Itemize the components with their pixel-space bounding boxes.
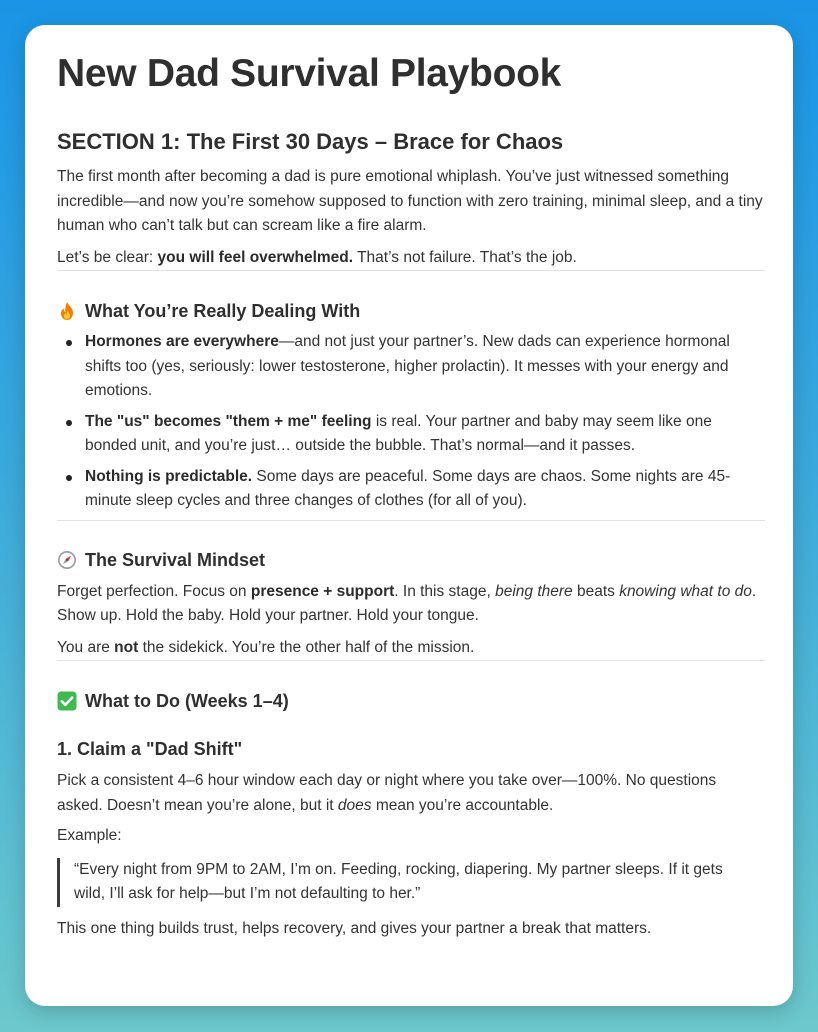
compass-icon (57, 550, 77, 570)
todo-heading: What to Do (Weeks 1–4) (85, 691, 289, 711)
todo-heading-row (57, 689, 765, 713)
text-segment: . Show up. Hold the baby. Hold your partner. Hold your tongue. (57, 582, 757, 624)
overwhelmed-emphasis: you will feel overwhelmed. (157, 248, 354, 266)
clarity-trailing-text: That’s not failure. That’s the job. (353, 248, 577, 266)
not-emphasis: not (114, 638, 139, 656)
mindset-heading-row (57, 548, 765, 572)
mindset-heading: The Survival Mindset (85, 549, 266, 570)
section-1-intro-paragraph: The first month after becoming a dad is pure emotional whiplash. You’ve just witnessed something incredible—and now you’re somehow supposed to function with zero training, minimal sleep, and a tiny human who can’t talk but can scream like a fire alarm. (57, 168, 763, 234)
does-emphasis: does (337, 796, 372, 814)
text-segment: . In this stage, (394, 582, 496, 600)
dealing-heading: What You’re Really Dealing With (85, 301, 361, 321)
list-item-text: Some days are peaceful. Some days are chaos. Some nights are 45-minute sleep cycles and three changes of clothes (for all of you). (85, 467, 731, 509)
fire-icon (57, 301, 77, 321)
text-segment: beats (572, 582, 620, 600)
closing-paragraph: This one thing builds trust, helps recovery, and gives your partner a break that matters. (57, 919, 652, 937)
list-item (85, 465, 765, 514)
dad-shift-subheading: 1. Claim a "Dad Shift" (57, 739, 243, 759)
text-segment: You are (57, 638, 115, 656)
mindset-paragraph (57, 580, 765, 629)
list-item (85, 330, 765, 404)
list-item (85, 410, 765, 459)
page-title: New Dad Survival Playbook (57, 52, 562, 95)
example-quote: “Every night from 9PM to 2AM, I’m on. Feeding, rocking, diapering. My partner sleeps. If it gets wild, I’ll ask for help—but I’m not defaulting to her.” (57, 858, 747, 907)
knowing-what-to-do-emphasis: knowing what to do (619, 582, 752, 600)
text-segment: Pick a consistent 4–6 hour window each day or night where you take over—100%. No questions asked. Doesn’t mean you’re alone, but it (57, 772, 717, 814)
section-1-clarity-paragraph (57, 246, 765, 271)
dealing-heading-row (57, 299, 765, 323)
section-divider (57, 270, 765, 271)
check-mark-icon (57, 691, 77, 711)
list-item-text: —and not just your partner’s. New dads can experience hormonal shifts too (yes, seriously: lower testosterone, higher prolactin). It messes with your energy and emotions. (85, 333, 730, 399)
dealing-list (57, 330, 765, 514)
dad-shift-paragraph (57, 769, 765, 818)
list-item-text: is real. Your partner and baby may seem like one bonded unit, and you’re just… outside the bubble. That’s normal—and it passes. (85, 412, 712, 454)
section-divider (57, 660, 765, 661)
section-divider (57, 520, 765, 521)
text-segment: Forget perfection. Focus on (57, 582, 251, 600)
document-card (25, 25, 793, 1006)
list-item-bold: The "us" becomes "them + me" feeling (85, 412, 372, 430)
being-there-emphasis: being there (495, 582, 573, 600)
sidekick-paragraph (57, 636, 765, 661)
list-item-bold: Hormones are everywhere (85, 333, 279, 350)
presence-support-emphasis: presence + support (250, 582, 395, 600)
section-1-heading: SECTION 1: The First 30 Days – Brace for Chaos (57, 129, 564, 154)
text-segment: the sidekick. You’re the other half of the mission. (138, 638, 475, 656)
clarity-lead-text: Let’s be clear: (57, 248, 158, 266)
example-label: Example: (57, 827, 122, 844)
text-segment: mean you’re accountable. (371, 796, 554, 814)
list-item-bold: Nothing is predictable. (85, 467, 253, 485)
